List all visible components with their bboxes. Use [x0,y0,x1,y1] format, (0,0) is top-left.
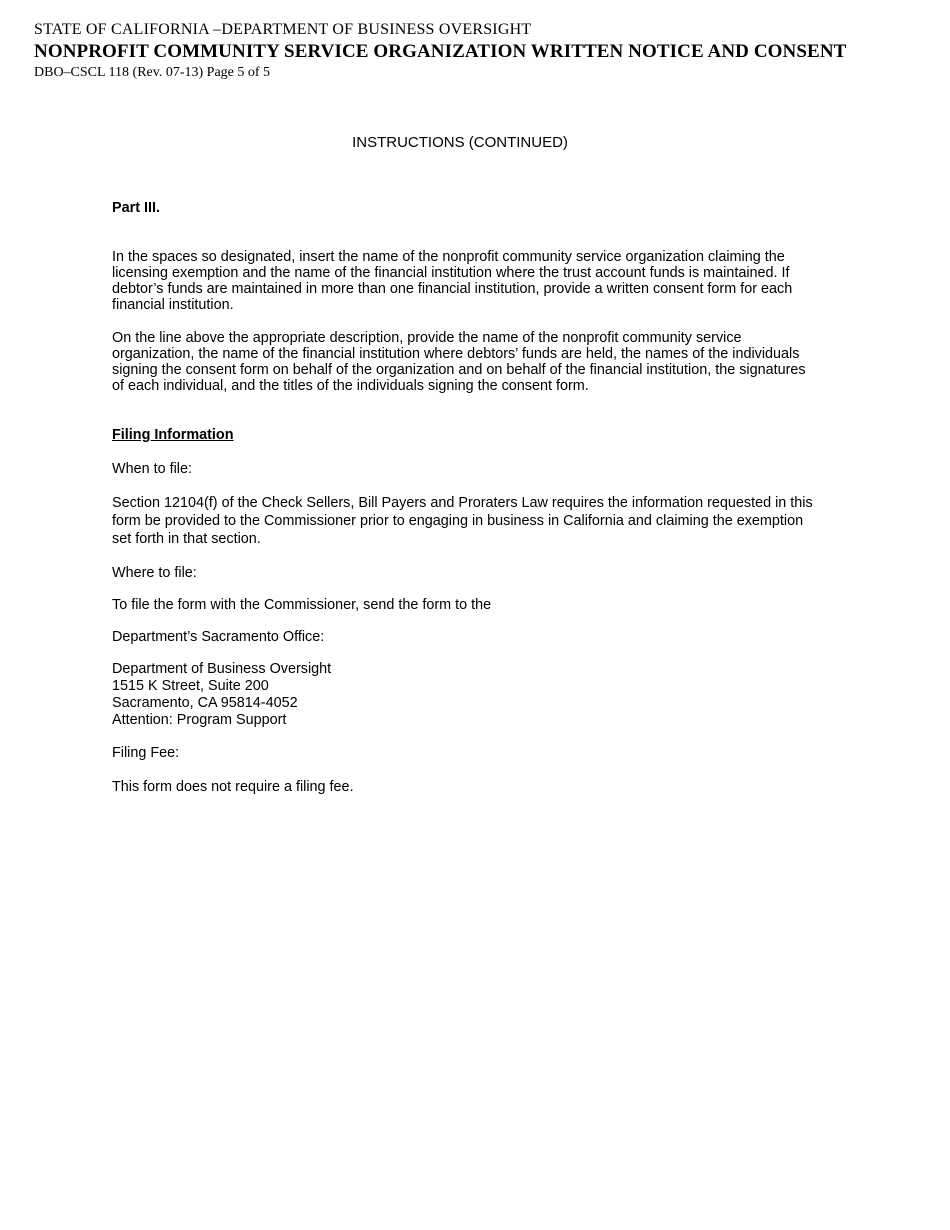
form-title: NONPROFIT COMMUNITY SERVICE ORGANIZATION WRITTEN NOTICE AND CONSENT [34,41,847,62]
when-to-file-text: Section 12104(f) of the Check Sellers, Bill Payers and Proraters Law requires the information requested in this form be provided to the Commissioner prior to engaging in business in California and claiming the exemption set forth in that section. [112,495,813,547]
filing-information-title: Filing Information [112,427,234,443]
when-to-file-label: When to file: [112,461,192,477]
form-header [34,20,846,82]
agency-name: STATE OF CALIFORNIA –DEPARTMENT OF BUSINESS OVERSIGHT [34,21,532,38]
address-line-2: 1515 K Street, Suite 200 [112,678,269,694]
part-iii-paragraph-2: On the line above the appropriate description, provide the name of the nonprofit community service organization, the name of the financial institution where debtors’ funds are held, the names of the individuals signing the consent form on behalf of the organization and on behalf of the financial institution, the signatures of each individual, and the titles of the individuals signing the consent form. [112,330,806,394]
sacramento-office-label: Department’s Sacramento Office: [112,629,325,645]
address-line-1: Department of Business Oversight [112,661,332,677]
filing-fee-label: Filing Fee: [112,745,180,761]
part-iii-title: Part III. [112,200,160,216]
address-line-4: Attention: Program Support [112,712,287,728]
instructions-heading: INSTRUCTIONS (CONTINUED) [352,134,568,151]
mailing-address [112,661,817,729]
form-number-page: DBO–CSCL 118 (Rev. 07-13) Page 5 of 5 [34,65,271,80]
where-to-file-text: To file the form with the Commissioner, send the form to the [112,597,492,613]
part-iii-paragraph-1: In the spaces so designated, insert the name of the nonprofit community service organization claiming the licensing exemption and the name of the financial institution where the trust account funds is maintained. If debtor’s funds are maintained in more than one financial institution, provide a written consent form for each financial institution. [112,249,793,313]
filing-fee-text: This form does not require a filing fee. [112,779,354,795]
address-line-3: Sacramento, CA 95814-4052 [112,695,298,711]
where-to-file-label: Where to file: [112,565,197,581]
